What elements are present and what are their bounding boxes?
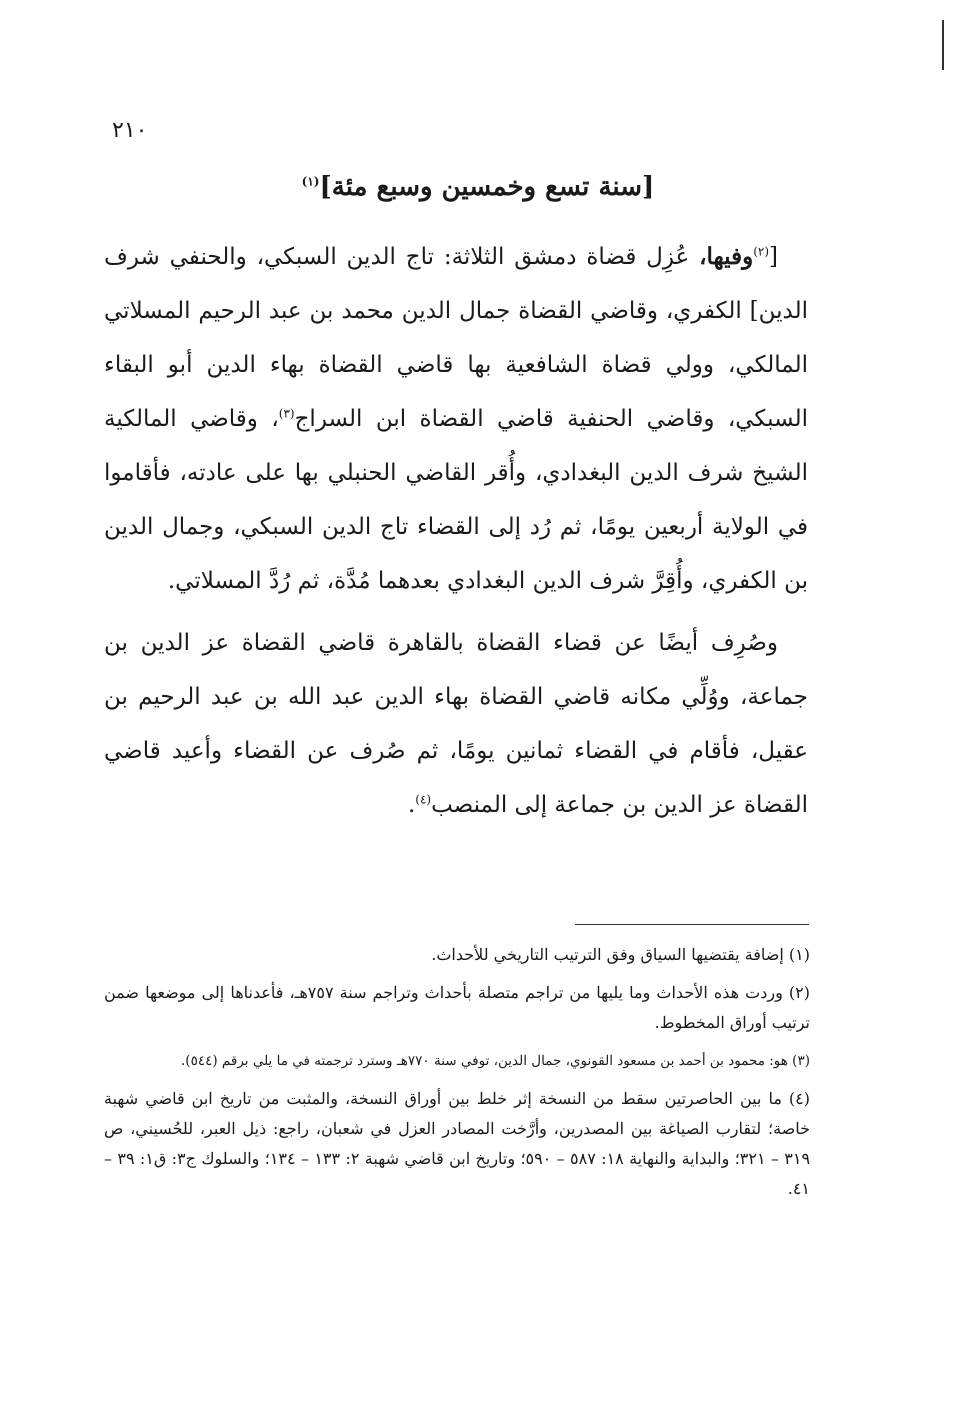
main-text <box>104 230 808 832</box>
bracket-open: [ <box>769 244 778 270</box>
page-number: ٢١٠ <box>112 118 148 143</box>
footnote-3: (٣) هو: محمود بن أحمد بن مسعود القونوي، جمال الدين، توفي سنة ٧٧٠هـ وسترد ترجمته في ما يلي برقم (٥٤٤). <box>181 1053 810 1069</box>
footnote-ref-3: (٣) <box>278 406 295 421</box>
footnote-2: (٢) وردت هذه الأحداث وما يليها من تراجم متصلة بأحداث وتراجم سنة ٧٥٧هـ، فأعدناها إلى موضعها ضمن ترتيب أوراق المخطوط. <box>104 983 810 1032</box>
footnote-ref-1: (١) <box>301 174 320 189</box>
footnotes <box>104 940 810 1212</box>
paragraph-1-text: عُزِل قضاة دمشق الثلاثة: تاج الدين السبكي، والحنفي شرف الدين] الكفري، وقاضي القضاة جمال الدين محمد بن عبد الرحيم المسلاتي المالكي، وولي قضاة الشافعية بها قاضي القضاة بهاء الدين أبو البقاء السبكي، وقاضي الحنفية قاضي القضاة ابن السراج <box>104 244 808 432</box>
paragraph-1 <box>104 230 808 608</box>
paragraph-1-text-continued: ، وقاضي المالكية الشيخ شرف الدين البغدادي، وأُقر القاضي الحنبلي بها على عادته، فأقاموا في الولاية أربعين يومًا، ثم رُد إلى القضاء تاج الدين السبكي، وجمال الدين بن الكفري، وأُقِرَّ شرف الدين البغدادي بعدهما مُدَّة، ثم رُدَّ المسلاتي. <box>104 406 808 594</box>
paragraph-lead: وفيها، <box>699 243 754 270</box>
paragraph-2-text: وصُرِف أيضًا عن قضاء القضاة بالقاهرة قاضي القضاة عز الدين بن جماعة، ووُلِّي مكانه قاضي القضاة بهاء الدين عبد الله بن عبد الرحيم بن عقيل، فأقام في القضاء ثمانين يومًا، ثم صُرف عن القضاء وأعيد قاضي القضاة عز الدين بن جماعة إلى المنصب <box>104 630 808 818</box>
section-title <box>0 172 956 202</box>
footnote-separator <box>575 924 809 925</box>
footnote-4: (٤) ما بين الحاصرتين سقط من النسخة إثر خلط بين أوراق النسخة، والمثبت من تاريخ ابن قاضي شهبة خاصة؛ لتقارب الصياغة بين المصدرين، وأرَّخت المصادر العزل في شعبان، راجع: ذيل العبر، للحُسيني، ص ٣١٩ – ٣٢١؛ والبداية والنهاية ١٨: ٥٨٧ – ٥٩٠؛ وتاريخ ابن قاضي شهبة ٢: ١٣٣ – ١٣٤؛ والسلوك ج٣: ق١: ٣٩ – ٤١. <box>104 1089 811 1198</box>
footnote-ref-2: (٢) <box>753 244 770 259</box>
section-title-text: [سنة تسع وخمسين وسبع مئة] <box>319 172 655 202</box>
paragraph-2 <box>104 616 808 832</box>
footnote-1: (١) إضافة يقتضيها السياق وفق الترتيب التاريخي للأحداث. <box>431 945 810 964</box>
footnote-ref-4: (٤) <box>415 792 432 807</box>
page-edge-mark <box>942 20 944 70</box>
paragraph-2-end: . <box>407 792 416 818</box>
